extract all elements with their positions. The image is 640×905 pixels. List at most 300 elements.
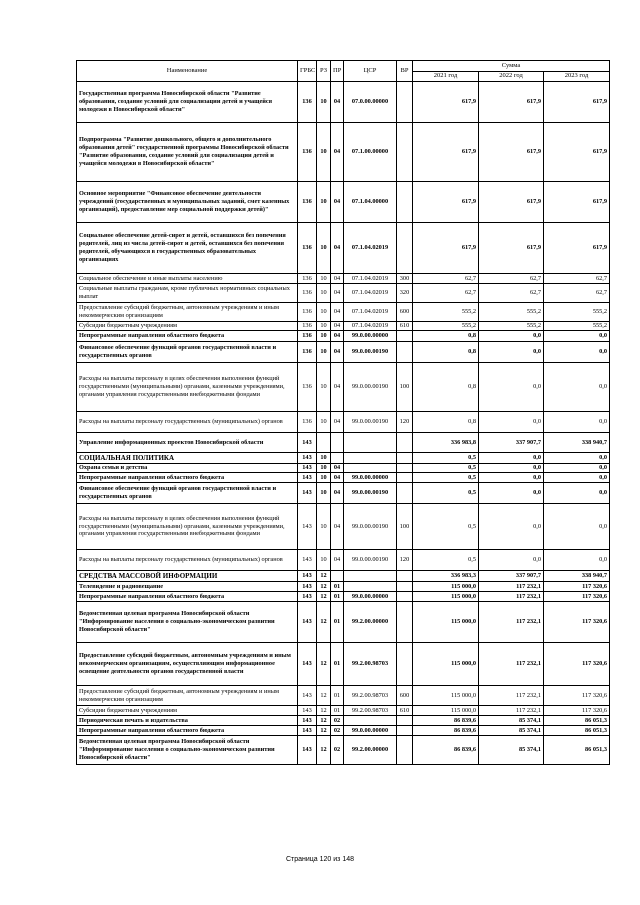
table-row — [77, 363, 610, 412]
cell-pr: 04 — [331, 473, 344, 483]
cell-rz: 10 — [317, 331, 331, 342]
cell-vr — [397, 726, 413, 736]
cell-v1: 0,8 — [413, 363, 479, 412]
cell-rz: 10 — [317, 453, 331, 464]
cell-name: Расходы на выплаты персоналу государственных (муниципальных) органов — [77, 412, 298, 433]
cell-grbs: 136 — [298, 331, 317, 342]
cell-vr: 600 — [397, 303, 413, 322]
col-grbs-header: ГРБС — [298, 61, 317, 82]
cell-csr: 99.2.00.98703 — [344, 706, 397, 716]
table-row — [77, 182, 610, 223]
table-row — [77, 433, 610, 453]
cell-v1: 62,7 — [413, 274, 479, 284]
table-row — [77, 223, 610, 274]
cell-v2: 0,0 — [479, 342, 544, 363]
table-row — [77, 453, 610, 464]
cell-pr: 01 — [331, 602, 344, 643]
cell-vr — [397, 123, 413, 182]
table-row — [77, 571, 610, 582]
cell-csr: 99.2.00.00000 — [344, 602, 397, 643]
cell-rz: 10 — [317, 473, 331, 483]
cell-grbs: 136 — [298, 284, 317, 303]
cell-rz: 12 — [317, 643, 331, 686]
cell-vr: 610 — [397, 706, 413, 716]
cell-pr: 04 — [331, 182, 344, 223]
cell-grbs: 143 — [298, 464, 317, 473]
cell-csr — [344, 433, 397, 453]
cell-vr — [397, 331, 413, 342]
cell-pr: 04 — [331, 322, 344, 331]
cell-v3: 617,9 — [544, 82, 610, 123]
cell-v2: 555,2 — [479, 303, 544, 322]
cell-v1: 0,8 — [413, 342, 479, 363]
cell-pr: 02 — [331, 736, 344, 765]
col-name-header: Наименование — [77, 61, 298, 82]
cell-v1: 0,5 — [413, 453, 479, 464]
table-row — [77, 123, 610, 182]
cell-pr: 01 — [331, 686, 344, 706]
cell-name: Подпрограмма "Развитие дошкольного, общего и дополнительного образования детей" государственной программы Новосибирской области "Развитие образования, создание условий для социализации детей и учащейся молодежи в Новосибирской области" — [77, 123, 298, 182]
table-row — [77, 284, 610, 303]
cell-csr: 99.0.00.00190 — [344, 550, 397, 571]
cell-name: Субсидии бюджетным учреждениям — [77, 322, 298, 331]
cell-rz: 12 — [317, 706, 331, 716]
cell-rz: 12 — [317, 571, 331, 582]
table-row — [77, 331, 610, 342]
cell-v2: 337 907,7 — [479, 571, 544, 582]
cell-grbs: 136 — [298, 182, 317, 223]
cell-v1: 617,9 — [413, 182, 479, 223]
table-row — [77, 592, 610, 602]
table-row — [77, 473, 610, 483]
cell-grbs: 143 — [298, 592, 317, 602]
cell-name: Предоставление субсидий бюджетным, автономным учреждениям и иным некоммерческим организациям, осуществляющим информационное освещение деятельности органов государственной власти — [77, 643, 298, 686]
cell-v1: 86 839,6 — [413, 716, 479, 726]
cell-v1: 115 000,0 — [413, 602, 479, 643]
table-row — [77, 643, 610, 686]
cell-csr: 99.0.00.00190 — [344, 412, 397, 433]
cell-v3: 117 320,6 — [544, 592, 610, 602]
cell-v2: 62,7 — [479, 274, 544, 284]
cell-rz: 12 — [317, 592, 331, 602]
cell-name: Ведомственная целевая программа Новосибирской области "Информирование населения о социально-экономическом развитии Новосибирской области" — [77, 602, 298, 643]
cell-v3: 62,7 — [544, 284, 610, 303]
cell-v2: 0,0 — [479, 412, 544, 433]
table-row — [77, 550, 610, 571]
cell-pr — [331, 571, 344, 582]
cell-name: Управление информационных проектов Новосибирской области — [77, 433, 298, 453]
table-body — [77, 82, 610, 765]
table-row — [77, 504, 610, 550]
cell-v2: 0,0 — [479, 483, 544, 504]
cell-pr: 02 — [331, 716, 344, 726]
table-row — [77, 736, 610, 765]
cell-v1: 115 000,0 — [413, 643, 479, 686]
cell-grbs: 143 — [298, 473, 317, 483]
cell-name: Расходы на выплаты персоналу государственных (муниципальных) органов — [77, 550, 298, 571]
table-row — [77, 303, 610, 322]
cell-v2: 617,9 — [479, 82, 544, 123]
cell-pr: 04 — [331, 483, 344, 504]
cell-vr — [397, 483, 413, 504]
cell-pr: 04 — [331, 464, 344, 473]
cell-csr: 07.0.00.00000 — [344, 82, 397, 123]
cell-v1: 336 983,8 — [413, 433, 479, 453]
cell-name: Государственная программа Новосибирской области "Развитие образования, создание условий для социализации детей и учащейся молодежи в Новосибирской области" — [77, 82, 298, 123]
cell-v3: 617,9 — [544, 123, 610, 182]
cell-v3: 0,0 — [544, 473, 610, 483]
col-pr-header: ПР — [331, 61, 344, 82]
cell-v3: 617,9 — [544, 223, 610, 274]
cell-pr: 04 — [331, 504, 344, 550]
table-row — [77, 686, 610, 706]
cell-name: Расходы на выплаты персоналу в целях обеспечения выполнения функций государственными (муниципальными) органами, казенными учреждениями, органами управления государственными внебюджетными фондами — [77, 363, 298, 412]
cell-v2: 85 374,1 — [479, 726, 544, 736]
cell-v2: 0,0 — [479, 331, 544, 342]
cell-v3: 0,0 — [544, 412, 610, 433]
cell-rz: 10 — [317, 322, 331, 331]
cell-name: Периодическая печать и издательства — [77, 716, 298, 726]
cell-name: Расходы на выплаты персоналу в целях обеспечения выполнения функций государственными (муниципальными) органами, казенными учреждениями, органами управления государственными внебюджетными фондами — [77, 504, 298, 550]
cell-vr: 600 — [397, 686, 413, 706]
cell-v3: 0,0 — [544, 464, 610, 473]
cell-v3: 86 051,3 — [544, 736, 610, 765]
cell-csr: 07.1.04.00000 — [344, 182, 397, 223]
cell-csr: 99.2.00.98703 — [344, 643, 397, 686]
cell-grbs: 136 — [298, 274, 317, 284]
table-row — [77, 582, 610, 592]
cell-grbs: 143 — [298, 726, 317, 736]
cell-grbs: 143 — [298, 736, 317, 765]
cell-csr: 07.1.04.02019 — [344, 274, 397, 284]
cell-vr — [397, 82, 413, 123]
cell-v2: 0,0 — [479, 550, 544, 571]
cell-rz: 12 — [317, 582, 331, 592]
cell-grbs: 143 — [298, 504, 317, 550]
cell-vr — [397, 473, 413, 483]
cell-rz: 12 — [317, 716, 331, 726]
cell-v2: 0,0 — [479, 473, 544, 483]
cell-v3: 0,0 — [544, 453, 610, 464]
cell-v3: 338 940,7 — [544, 571, 610, 582]
cell-v1: 115 000,0 — [413, 706, 479, 716]
cell-vr — [397, 342, 413, 363]
cell-pr: 04 — [331, 550, 344, 571]
cell-rz: 10 — [317, 82, 331, 123]
cell-v2: 85 374,1 — [479, 736, 544, 765]
cell-name: Непрограммные направления областного бюджета — [77, 726, 298, 736]
table-row — [77, 342, 610, 363]
cell-grbs: 143 — [298, 433, 317, 453]
cell-vr — [397, 736, 413, 765]
cell-vr — [397, 716, 413, 726]
cell-name: Финансовое обеспечение функций органов государственной власти и государственных органов — [77, 342, 298, 363]
cell-csr: 07.1.04.02019 — [344, 322, 397, 331]
cell-v3: 0,0 — [544, 483, 610, 504]
cell-vr — [397, 223, 413, 274]
cell-name: Предоставление субсидий бюджетным, автономным учреждениям и иным некоммерческим организациям — [77, 303, 298, 322]
cell-name: Непрограммные направления областного бюджета — [77, 592, 298, 602]
cell-vr: 120 — [397, 550, 413, 571]
cell-v2: 85 374,1 — [479, 716, 544, 726]
cell-grbs: 136 — [298, 342, 317, 363]
cell-name: Телевидение и радиовещание — [77, 582, 298, 592]
cell-grbs: 143 — [298, 602, 317, 643]
cell-vr: 300 — [397, 274, 413, 284]
cell-v1: 617,9 — [413, 223, 479, 274]
cell-v1: 115 000,0 — [413, 686, 479, 706]
table-row — [77, 706, 610, 716]
cell-v2: 0,0 — [479, 363, 544, 412]
cell-name: СОЦИАЛЬНАЯ ПОЛИТИКА — [77, 453, 298, 464]
cell-vr — [397, 453, 413, 464]
cell-grbs: 143 — [298, 686, 317, 706]
cell-grbs: 143 — [298, 571, 317, 582]
cell-vr — [397, 602, 413, 643]
cell-pr: 01 — [331, 582, 344, 592]
cell-name: Субсидии бюджетным учреждениям — [77, 706, 298, 716]
cell-v3: 555,2 — [544, 303, 610, 322]
cell-grbs: 136 — [298, 223, 317, 274]
col-2023-header: 2023 год — [544, 71, 610, 82]
cell-csr: 99.0.00.00190 — [344, 504, 397, 550]
cell-v3: 338 940,7 — [544, 433, 610, 453]
cell-v2: 117 232,1 — [479, 643, 544, 686]
cell-name: СРЕДСТВА МАССОВОЙ ИНФОРМАЦИИ — [77, 571, 298, 582]
cell-pr: 04 — [331, 223, 344, 274]
cell-v1: 0,5 — [413, 504, 479, 550]
cell-v1: 0,5 — [413, 483, 479, 504]
cell-rz: 12 — [317, 726, 331, 736]
cell-v1: 0,5 — [413, 464, 479, 473]
cell-v1: 617,9 — [413, 82, 479, 123]
cell-rz — [317, 433, 331, 453]
table-row — [77, 716, 610, 726]
cell-name: Социальное обеспечение и иные выплаты населению — [77, 274, 298, 284]
cell-csr — [344, 571, 397, 582]
cell-name: Социальное обеспечение детей-сирот и детей, оставшихся без попечения родителей, лиц из числа детей-сирот и детей, оставшихся без попечения родителей, обучающихся в государственных образовательных организациях — [77, 223, 298, 274]
cell-rz: 10 — [317, 363, 331, 412]
cell-v3: 117 320,6 — [544, 602, 610, 643]
cell-vr — [397, 571, 413, 582]
cell-pr: 01 — [331, 592, 344, 602]
cell-grbs: 136 — [298, 322, 317, 331]
cell-grbs: 136 — [298, 303, 317, 322]
cell-csr — [344, 582, 397, 592]
cell-pr: 01 — [331, 706, 344, 716]
cell-v1: 86 839,6 — [413, 736, 479, 765]
cell-vr: 100 — [397, 504, 413, 550]
table-row — [77, 726, 610, 736]
cell-rz: 10 — [317, 284, 331, 303]
cell-v1: 0,5 — [413, 473, 479, 483]
cell-csr: 99.0.00.00000 — [344, 592, 397, 602]
cell-csr: 07.1.04.02019 — [344, 303, 397, 322]
table-row — [77, 322, 610, 331]
cell-vr: 120 — [397, 412, 413, 433]
cell-v1: 555,2 — [413, 322, 479, 331]
cell-csr: 99.2.00.00000 — [344, 736, 397, 765]
cell-vr — [397, 464, 413, 473]
cell-grbs: 136 — [298, 123, 317, 182]
cell-name: Непрограммные направления областного бюджета — [77, 473, 298, 483]
cell-vr — [397, 592, 413, 602]
cell-csr: 99.0.00.00190 — [344, 483, 397, 504]
cell-grbs: 143 — [298, 550, 317, 571]
cell-rz: 10 — [317, 483, 331, 504]
cell-grbs: 143 — [298, 643, 317, 686]
budget-table — [76, 60, 610, 765]
cell-v2: 0,0 — [479, 464, 544, 473]
cell-v3: 62,7 — [544, 274, 610, 284]
cell-v3: 0,0 — [544, 550, 610, 571]
page-footer: Страница 120 из 148 — [285, 856, 355, 863]
cell-vr: 610 — [397, 322, 413, 331]
cell-v2: 117 232,1 — [479, 582, 544, 592]
cell-v2: 337 907,7 — [479, 433, 544, 453]
col-sum-header: Сумма — [413, 61, 610, 72]
cell-vr: 100 — [397, 363, 413, 412]
cell-grbs: 136 — [298, 363, 317, 412]
cell-pr: 04 — [331, 363, 344, 412]
cell-v3: 117 320,6 — [544, 706, 610, 716]
cell-name: Финансовое обеспечение функций органов государственной власти и государственных органов — [77, 483, 298, 504]
table-row — [77, 412, 610, 433]
cell-rz: 12 — [317, 736, 331, 765]
cell-pr: 04 — [331, 412, 344, 433]
cell-v2: 617,9 — [479, 182, 544, 223]
cell-v2: 117 232,1 — [479, 706, 544, 716]
cell-v3: 86 051,3 — [544, 726, 610, 736]
col-2022-header: 2022 год — [479, 71, 544, 82]
cell-csr: 07.1.00.00000 — [344, 123, 397, 182]
cell-rz: 10 — [317, 550, 331, 571]
cell-v1: 0,5 — [413, 550, 479, 571]
cell-name: Ведомственная целевая программа Новосибирской области "Информирование населения о социально-экономическом развитии Новосибирской области" — [77, 736, 298, 765]
cell-pr: 04 — [331, 342, 344, 363]
table-row — [77, 274, 610, 284]
cell-vr — [397, 433, 413, 453]
cell-name: Охрана семьи и детства — [77, 464, 298, 473]
cell-v3: 117 320,6 — [544, 643, 610, 686]
cell-v3: 617,9 — [544, 182, 610, 223]
cell-v1: 555,2 — [413, 303, 479, 322]
cell-pr: 04 — [331, 303, 344, 322]
cell-v1: 115 000,0 — [413, 592, 479, 602]
cell-pr: 01 — [331, 643, 344, 686]
cell-pr: 04 — [331, 82, 344, 123]
cell-csr — [344, 453, 397, 464]
cell-rz: 10 — [317, 223, 331, 274]
cell-rz: 10 — [317, 303, 331, 322]
cell-v1: 336 983,3 — [413, 571, 479, 582]
cell-v1: 0,8 — [413, 331, 479, 342]
cell-v1: 115 000,0 — [413, 582, 479, 592]
cell-rz: 10 — [317, 464, 331, 473]
header-row — [77, 61, 610, 72]
cell-v3: 117 320,6 — [544, 686, 610, 706]
cell-v1: 617,9 — [413, 123, 479, 182]
cell-v1: 0,8 — [413, 412, 479, 433]
cell-vr — [397, 182, 413, 223]
col-rz-header: РЗ — [317, 61, 331, 82]
cell-vr — [397, 643, 413, 686]
cell-v2: 62,7 — [479, 284, 544, 303]
cell-v3: 0,0 — [544, 342, 610, 363]
cell-v2: 617,9 — [479, 123, 544, 182]
cell-v3: 0,0 — [544, 363, 610, 412]
cell-rz: 10 — [317, 504, 331, 550]
cell-rz: 12 — [317, 686, 331, 706]
cell-pr: 04 — [331, 331, 344, 342]
cell-csr: 99.0.00.00190 — [344, 363, 397, 412]
cell-grbs: 143 — [298, 582, 317, 592]
cell-csr: 07.1.04.02019 — [344, 223, 397, 274]
col-csr-header: ЦСР — [344, 61, 397, 82]
cell-grbs: 136 — [298, 412, 317, 433]
cell-grbs: 143 — [298, 483, 317, 504]
cell-csr: 99.0.00.00000 — [344, 331, 397, 342]
cell-grbs: 143 — [298, 706, 317, 716]
cell-grbs: 143 — [298, 716, 317, 726]
cell-pr: 04 — [331, 284, 344, 303]
cell-name: Предоставление субсидий бюджетным, автономным учреждениям и иным некоммерческим организациям — [77, 686, 298, 706]
cell-csr: 99.0.00.00000 — [344, 726, 397, 736]
cell-v1: 62,7 — [413, 284, 479, 303]
cell-pr — [331, 433, 344, 453]
cell-v3: 555,2 — [544, 322, 610, 331]
cell-rz: 12 — [317, 602, 331, 643]
cell-pr: 04 — [331, 123, 344, 182]
cell-pr: 02 — [331, 726, 344, 736]
cell-v2: 0,0 — [479, 453, 544, 464]
cell-rz: 10 — [317, 123, 331, 182]
cell-v3: 0,0 — [544, 331, 610, 342]
cell-csr — [344, 716, 397, 726]
cell-csr — [344, 464, 397, 473]
cell-rz: 10 — [317, 342, 331, 363]
cell-csr: 99.0.00.00000 — [344, 473, 397, 483]
table-row — [77, 602, 610, 643]
col-2021-header: 2021 год — [413, 71, 479, 82]
cell-name: Социальные выплаты гражданам, кроме публичных нормативных социальных выплат — [77, 284, 298, 303]
cell-v2: 117 232,1 — [479, 602, 544, 643]
cell-v3: 117 320,6 — [544, 582, 610, 592]
cell-pr: 04 — [331, 274, 344, 284]
table-row — [77, 82, 610, 123]
cell-csr: 07.1.04.02019 — [344, 284, 397, 303]
cell-grbs: 136 — [298, 82, 317, 123]
cell-name: Непрограммные направления областного бюджета — [77, 331, 298, 342]
cell-csr: 99.0.00.00190 — [344, 342, 397, 363]
cell-vr — [397, 582, 413, 592]
cell-v2: 0,0 — [479, 504, 544, 550]
cell-v1: 86 839,6 — [413, 726, 479, 736]
cell-v2: 117 232,1 — [479, 686, 544, 706]
cell-v2: 117 232,1 — [479, 592, 544, 602]
cell-vr: 320 — [397, 284, 413, 303]
cell-v2: 555,2 — [479, 322, 544, 331]
cell-pr — [331, 453, 344, 464]
cell-v2: 617,9 — [479, 223, 544, 274]
table-row — [77, 464, 610, 473]
cell-v3: 86 051,3 — [544, 716, 610, 726]
cell-csr: 99.2.00.98703 — [344, 686, 397, 706]
cell-grbs: 143 — [298, 453, 317, 464]
cell-rz: 10 — [317, 274, 331, 284]
cell-v3: 0,0 — [544, 504, 610, 550]
cell-name: Основное мероприятие "Финансовое обеспечение деятельности учреждений (государственных и муниципальных заданий, смет казенных организаций), предоставление мер социальной поддержки детей)" — [77, 182, 298, 223]
